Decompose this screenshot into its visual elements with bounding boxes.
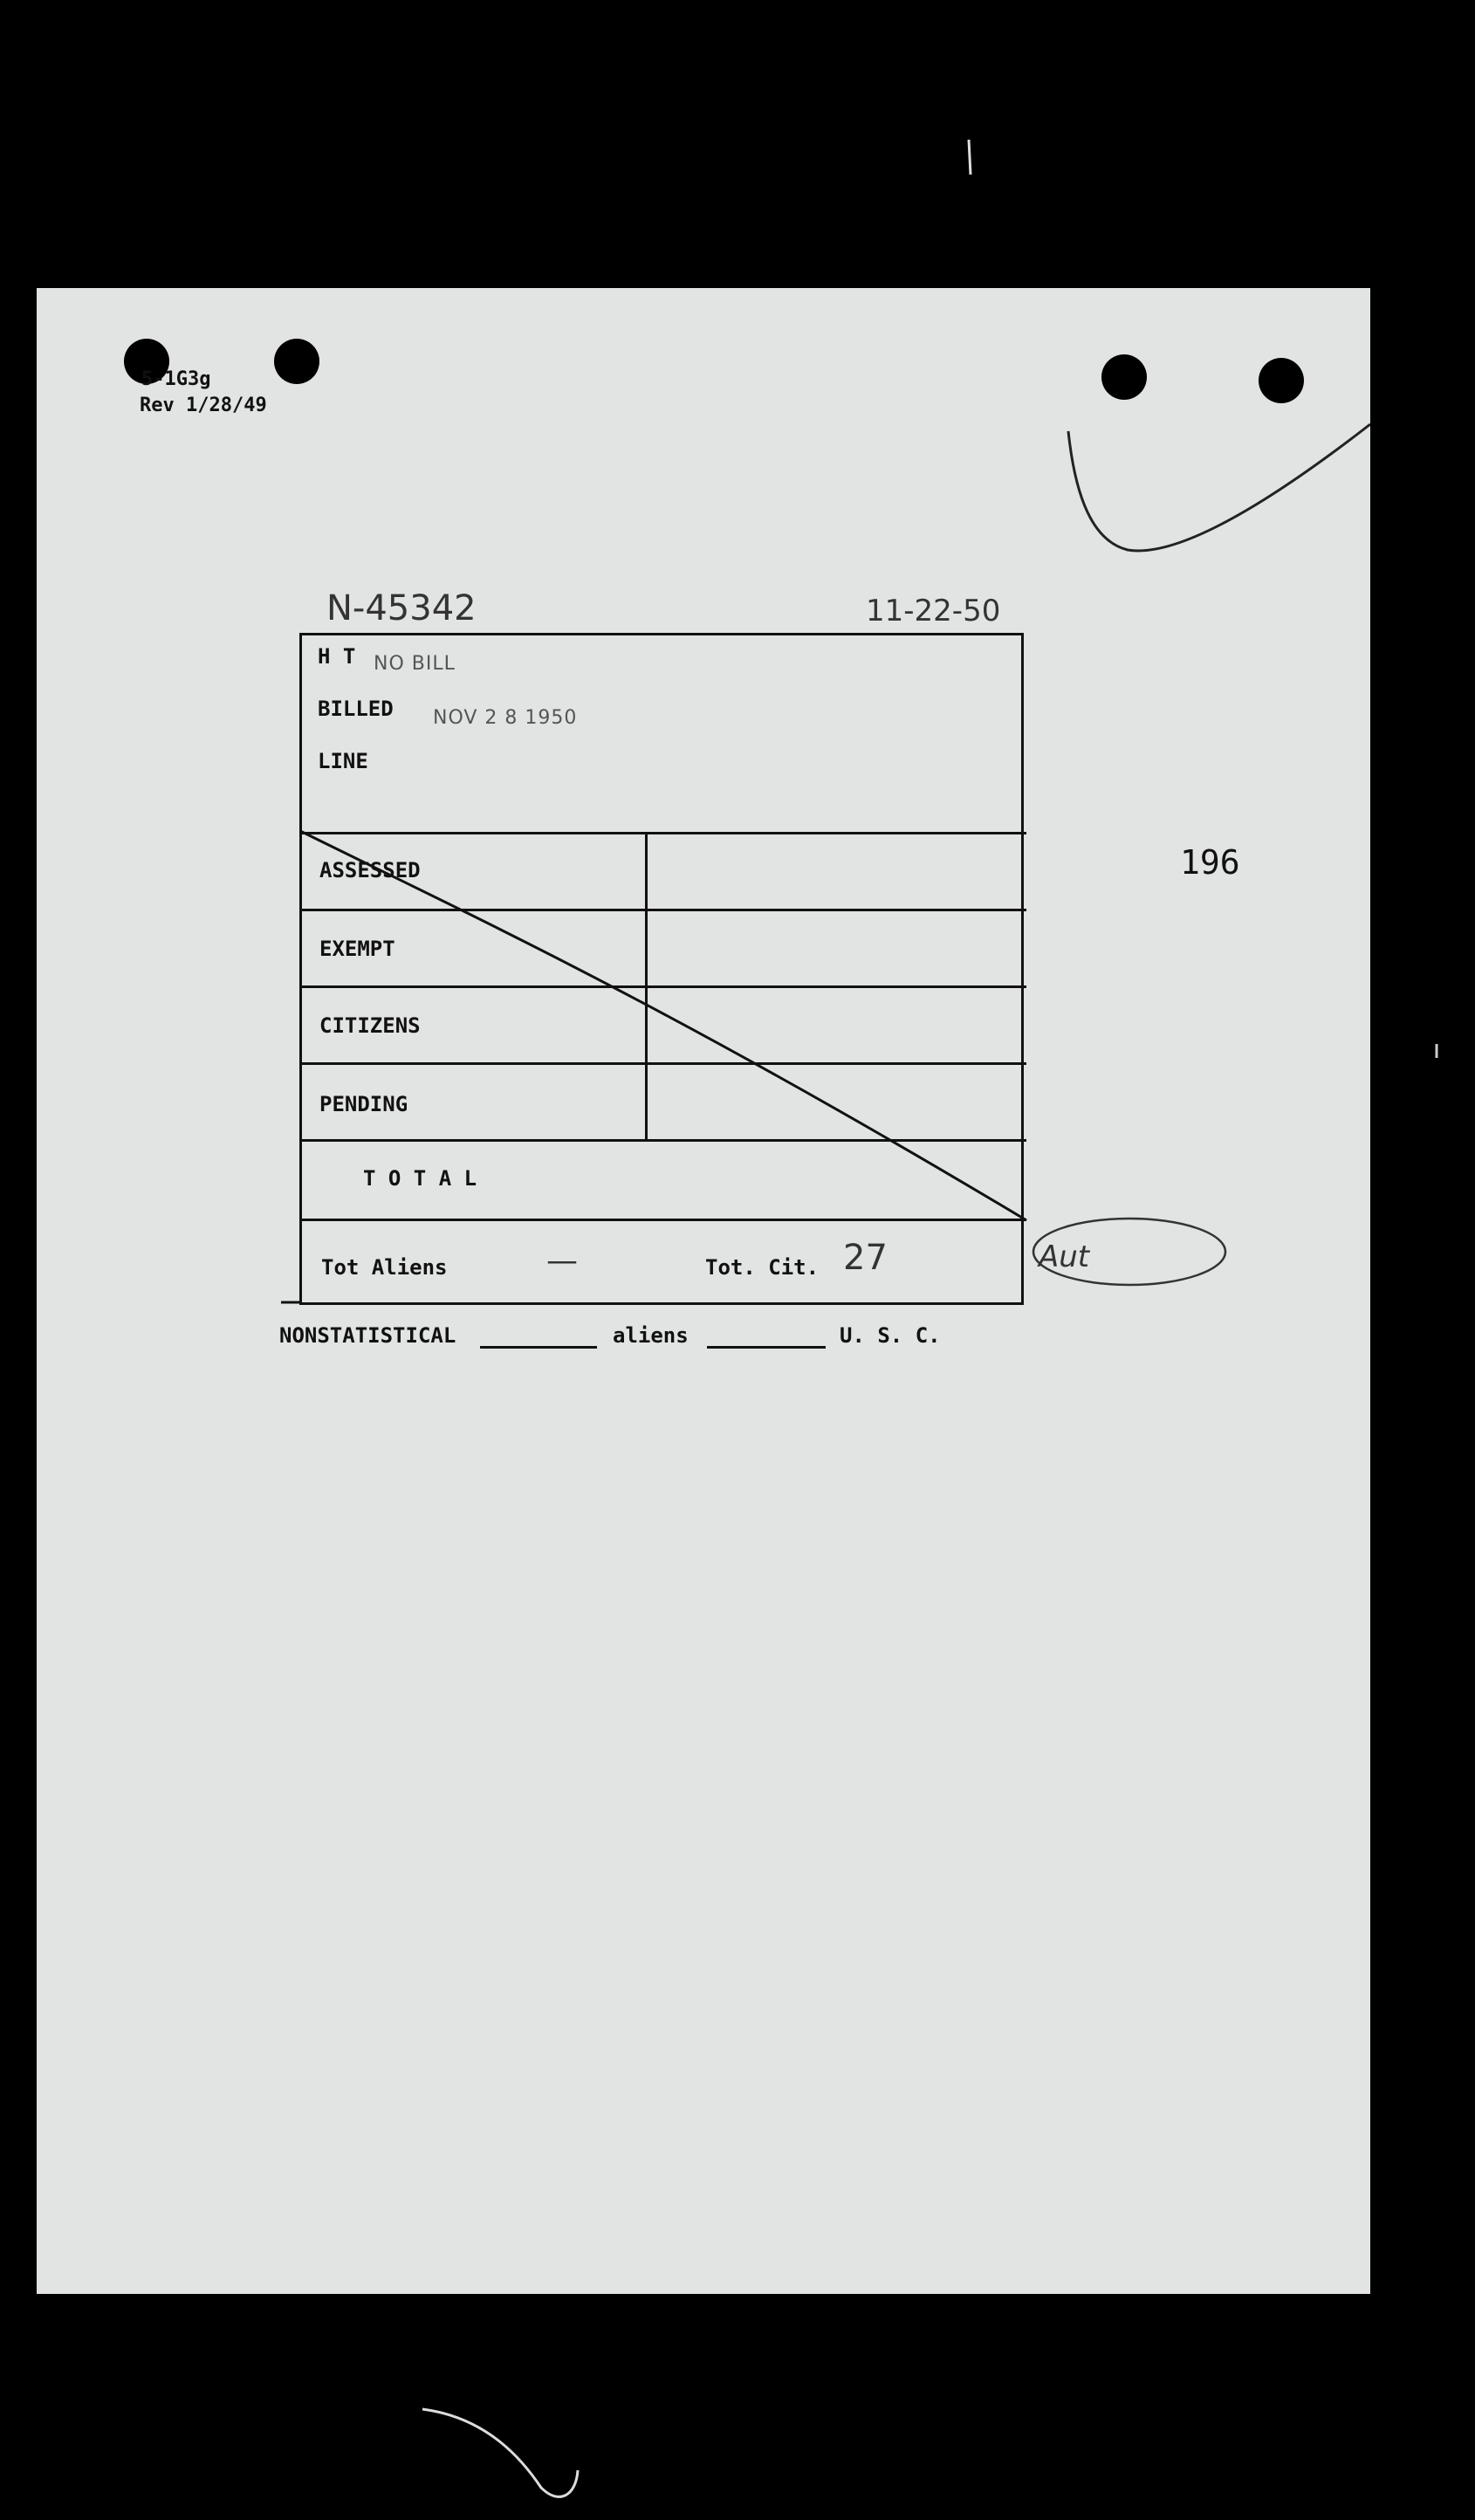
scan-mark xyxy=(969,140,971,175)
label-billed: BILLED xyxy=(318,697,394,721)
value-tot-cit: 27 xyxy=(843,1238,888,1278)
billed-date-stamp: NOV 2 8 1950 xyxy=(433,707,578,729)
case-number: N-45342 xyxy=(326,588,477,628)
footer-usc: U. S. C. xyxy=(840,1323,941,1348)
no-bill-stamp: NO BILL xyxy=(374,653,456,675)
form-number: 5-1G3g xyxy=(141,368,211,390)
footer-nonstatistical: NONSTATISTICAL xyxy=(279,1323,456,1348)
case-date: 11-22-50 xyxy=(866,594,1001,628)
reviewer-initials: Aut xyxy=(1039,1239,1090,1274)
label-ht: H T xyxy=(318,644,356,669)
label-citizens: CITIZENS xyxy=(319,1013,421,1038)
page-number: 196 xyxy=(1180,843,1240,882)
label-assessed: ASSESSED xyxy=(319,858,421,882)
label-total: T O T A L xyxy=(363,1166,477,1191)
scan-curve xyxy=(422,2409,578,2496)
form-revision: Rev 1/28/49 xyxy=(140,395,267,416)
label-tot-cit: Tot. Cit. xyxy=(705,1255,820,1280)
label-exempt: EXEMPT xyxy=(319,937,395,961)
label-pending: PENDING xyxy=(319,1092,408,1116)
label-tot-aliens: Tot Aliens xyxy=(321,1255,448,1280)
footer-aliens: aliens xyxy=(613,1323,689,1348)
label-line: LINE xyxy=(318,749,368,773)
value-tot-aliens: — xyxy=(546,1243,578,1279)
